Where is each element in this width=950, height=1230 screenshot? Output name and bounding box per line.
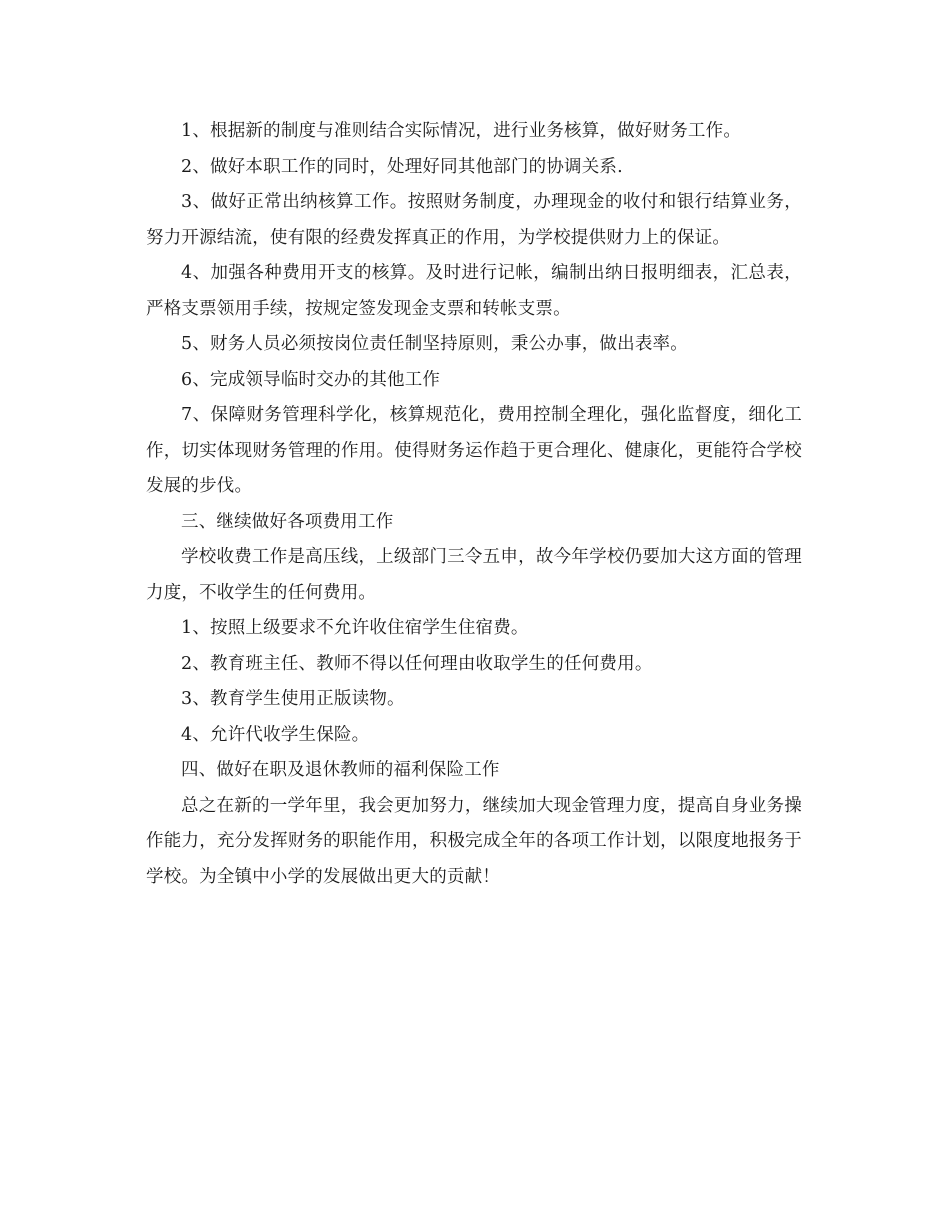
document-body: [146, 114, 802, 895]
paragraph-item-5: 5、财务人员必须按岗位责任制坚持原则，秉公办事，做出表率。: [181, 334, 688, 354]
paragraph-item-6: 6、完成领导临时交办的其他工作: [181, 369, 441, 390]
paragraph-fee-2: 2、教育班主任、教师不得以任何理由收取学生的任何费用。: [181, 653, 653, 674]
section-heading-3: 三、继续做好各项费用工作: [181, 511, 394, 532]
paragraph-conclusion: 总之在新的一学年里，我会更加努力，继续加大现金管理力度，提高自身业务操作能力，充分发挥财务的职能作用，积极完成全年的各项工作计划，以限度地报务于学校。为全镇中小学的发展做出更大的贡献！: [146, 795, 802, 887]
paragraph-item-3: 3、做好正常出纳核算工作。按照财务制度，办理现金的收付和银行结算业务，努力开源结流，使有限的经费发挥真正的作用，为学校提供财力上的保证。: [146, 192, 802, 248]
paragraph-fee-4: 4、允许代收学生保险。: [181, 724, 370, 745]
paragraph-item-1: 1、根据新的制度与准则结合实际情况，进行业务核算，做好财务工作。: [181, 121, 742, 141]
paragraph-fee-1: 1、按照上级要求不允许收住宿学生住宿费。: [181, 618, 529, 638]
paragraph-item-2: 2、做好本职工作的同时，处理好同其他部门的协调关系.: [181, 156, 623, 177]
paragraph-item-4: 4、加强各种费用开支的核算。及时进行记帐，编制出纳日报明细表，汇总表，严格支票领用手续，按规定签发现金支票和转帐支票。: [146, 263, 802, 319]
paragraph-fee-3: 3、教育学生使用正版读物。: [181, 689, 405, 709]
section-heading-4: 四、做好在职及退休教师的福利保险工作: [181, 760, 500, 780]
paragraph-item-7: 7、保障财务管理科学化，核算规范化，费用控制全理化，强化监督度，细化工作，切实体现财务管理的作用。使得财务运作趋于更合理化、健康化，更能符合学校发展的步伐。: [146, 405, 802, 496]
paragraph-fee-intro: 学校收费工作是高压线，上级部门三令五申，故今年学校仍要加大这方面的管理力度，不收学生的任何费用。: [146, 547, 802, 603]
